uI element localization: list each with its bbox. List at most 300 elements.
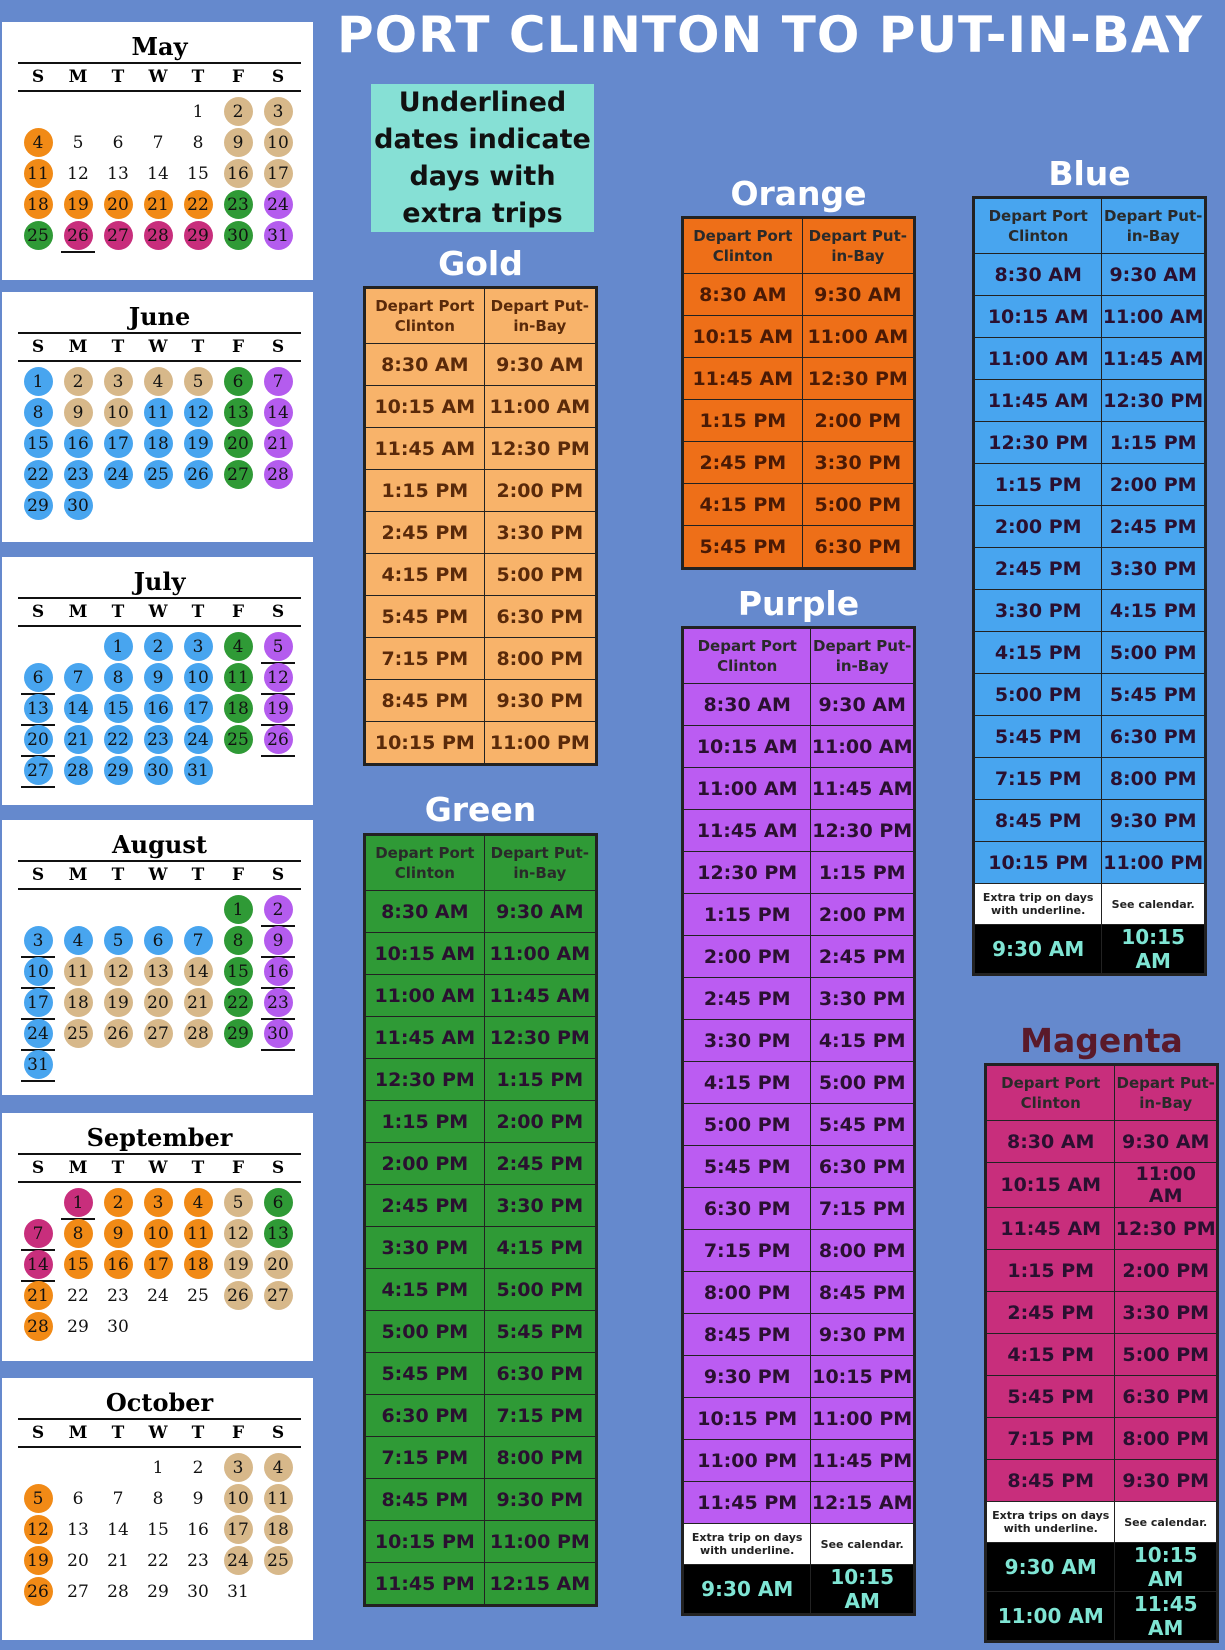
departure-time: 11:00 AM [484, 933, 595, 975]
day-number: 24 [264, 190, 293, 219]
schedule-header-row [366, 836, 596, 891]
calendar-day [18, 1311, 58, 1342]
weekday-label: W [148, 67, 168, 87]
day-number: 20 [264, 1250, 293, 1279]
schedule-row [366, 1017, 596, 1059]
calendar-day [58, 1514, 98, 1545]
departure-time: 11:00 AM [1102, 296, 1205, 338]
day-number: 27 [224, 460, 253, 489]
day-number: 28 [107, 1581, 129, 1602]
departure-time: 1:15 PM [811, 852, 914, 894]
schedule-row [684, 1440, 914, 1482]
day-number: 25 [224, 725, 253, 754]
day-number: 11 [64, 957, 93, 986]
schedule-column-header: Depart Put-in-Bay [1102, 199, 1205, 254]
calendar-day [218, 366, 258, 397]
calendar-day [258, 96, 298, 127]
schedule-title-magenta: Magenta [1020, 1021, 1183, 1060]
schedule-row [366, 933, 596, 975]
departure-time: 7:15 PM [366, 638, 485, 680]
day-number: 29 [147, 1581, 169, 1602]
calendar-day [218, 1576, 258, 1607]
schedule-row [987, 1121, 1217, 1163]
departure-time: 2:00 PM [484, 470, 595, 512]
calendar-day [58, 1218, 98, 1249]
departure-time: 1:15 PM [684, 894, 811, 936]
day-number: 4 [144, 367, 173, 396]
schedule-table-magenta [984, 1063, 1219, 1643]
schedule-row [684, 1272, 914, 1314]
day-number: 25 [187, 1285, 209, 1306]
extra-trip-time: 10:15 AM [1115, 1543, 1217, 1592]
day-number: 3 [24, 926, 53, 955]
schedule-title-orange: Orange [730, 174, 867, 213]
calendar-day [218, 693, 258, 724]
schedule-row [366, 1311, 596, 1353]
day-number: 18 [264, 1515, 293, 1544]
day-number: 22 [224, 988, 253, 1017]
day-number: 16 [224, 159, 253, 188]
extra-trip-time: 10:15 AM [1102, 925, 1205, 974]
departure-time: 4:15 PM [684, 1062, 811, 1104]
weekday-label: F [231, 67, 245, 87]
calendar-day [178, 1249, 218, 1280]
departure-time: 12:30 PM [1102, 380, 1205, 422]
departure-time: 2:45 PM [366, 1185, 485, 1227]
schedule-row [684, 810, 914, 852]
day-number: 19 [184, 429, 213, 458]
departure-time: 11:45 AM [684, 810, 811, 852]
calendar-day [178, 1452, 218, 1483]
calendar-day [178, 366, 218, 397]
day-number: 3 [144, 1188, 173, 1217]
departure-time: 5:45 PM [484, 1311, 595, 1353]
calendar-day [258, 956, 298, 987]
calendar-month-title: September [18, 1123, 301, 1155]
schedule-row [975, 548, 1205, 590]
day-number: 8 [104, 663, 133, 692]
schedule-row [684, 526, 914, 568]
departure-time: 11:00 AM [366, 975, 485, 1017]
departure-time: 6:30 PM [366, 1395, 485, 1437]
departure-time: 3:30 PM [975, 590, 1102, 632]
day-number: 5 [72, 132, 84, 153]
schedule-table-blue [972, 196, 1207, 976]
departure-time: 2:45 PM [484, 1143, 595, 1185]
departure-time: 10:15 AM [684, 316, 803, 358]
departure-time: 2:00 PM [484, 1101, 595, 1143]
calendar-day [258, 397, 298, 428]
day-number: 24 [147, 1285, 169, 1306]
calendar-day [98, 1280, 138, 1311]
calendar-day [218, 631, 258, 662]
day-number: 20 [24, 725, 53, 754]
calendar-day [218, 158, 258, 189]
departure-time: 11:45 AM [975, 380, 1102, 422]
day-number: 14 [147, 163, 169, 184]
calendar-day [258, 662, 298, 693]
departure-time: 6:30 PM [811, 1146, 914, 1188]
schedule-row [366, 1101, 596, 1143]
day-number: 15 [147, 1519, 169, 1540]
weekday-label: T [111, 1158, 125, 1178]
day-number: 5 [224, 1188, 253, 1217]
calendar-day [218, 397, 258, 428]
weekday-label: F [231, 865, 245, 885]
calendar-day [98, 925, 138, 956]
departure-time: 11:00 AM [1115, 1163, 1217, 1208]
calendar-day [138, 662, 178, 693]
calendar-day [18, 693, 58, 724]
schedule-row [987, 1376, 1217, 1418]
calendar-day [138, 459, 178, 490]
calendar-day [258, 158, 298, 189]
departure-time: 8:45 PM [366, 680, 485, 722]
calendar-may [2, 22, 313, 280]
calendar-day [98, 1483, 138, 1514]
departure-time: 1:15 PM [684, 400, 803, 442]
schedule-row [684, 936, 914, 978]
day-number: 31 [227, 1581, 249, 1602]
calendar-june [2, 292, 313, 542]
calendar-day [98, 1576, 138, 1607]
departure-time: 10:15 PM [684, 1398, 811, 1440]
departure-time: 2:00 PM [1115, 1250, 1217, 1292]
schedule-row [975, 758, 1205, 800]
calendar-day [18, 1218, 58, 1249]
calendar-day [98, 1545, 138, 1576]
day-number: 6 [112, 132, 124, 153]
day-number: 10 [104, 398, 133, 427]
schedule-row [975, 674, 1205, 716]
schedule-row [975, 296, 1205, 338]
extra-trip-time: 10:15 AM [811, 1565, 914, 1614]
day-number: 15 [24, 429, 53, 458]
calendar-day [58, 987, 98, 1018]
calendar-day [18, 1514, 58, 1545]
calendar-day [138, 366, 178, 397]
departure-time: 11:45 AM [366, 1017, 485, 1059]
day-number: 6 [144, 926, 173, 955]
day-number: 23 [64, 460, 93, 489]
day-number: 23 [107, 1285, 129, 1306]
departure-time: 10:15 AM [366, 933, 485, 975]
schedule-row [684, 1398, 914, 1440]
schedule-title-gold: Gold [438, 244, 523, 283]
calendar-day [18, 724, 58, 755]
departure-time: 11:00 AM [802, 316, 913, 358]
schedule-row [684, 484, 914, 526]
departure-time: 5:45 PM [987, 1376, 1115, 1418]
calendar-blank [18, 1452, 58, 1483]
calendar-day [218, 956, 258, 987]
departure-time: 10:15 AM [684, 726, 811, 768]
calendar-day [18, 366, 58, 397]
day-number: 7 [24, 1219, 53, 1248]
departure-time: 8:30 AM [975, 254, 1102, 296]
weekday-label: M [68, 67, 88, 87]
calendar-blank [58, 894, 98, 925]
day-number: 19 [224, 1250, 253, 1279]
calendar-september [2, 1113, 313, 1361]
day-number: 9 [104, 1219, 133, 1248]
schedule-row [366, 1437, 596, 1479]
departure-time: 9:30 PM [684, 1356, 811, 1398]
departure-time: 12:30 PM [484, 428, 595, 470]
day-number: 2 [224, 97, 253, 126]
schedule-row [684, 852, 914, 894]
weekday-label: S [271, 1158, 285, 1178]
extra-trip-time: 11:00 AM [987, 1592, 1115, 1641]
day-number: 1 [192, 101, 204, 122]
schedule-row [987, 1334, 1217, 1376]
day-number: 13 [144, 957, 173, 986]
day-number: 22 [184, 190, 213, 219]
calendar-day [138, 631, 178, 662]
day-number: 20 [224, 429, 253, 458]
schedule-row [684, 1062, 914, 1104]
schedule-row [684, 1230, 914, 1272]
calendar-day [178, 428, 218, 459]
day-number: 31 [24, 1050, 53, 1079]
day-number: 13 [264, 1219, 293, 1248]
departure-time: 3:30 PM [484, 1185, 595, 1227]
day-number: 12 [104, 957, 133, 986]
calendar-day [218, 662, 258, 693]
departure-time: 9:30 AM [802, 274, 913, 316]
schedule-row [684, 274, 914, 316]
schedule-row [366, 554, 596, 596]
schedule-row [987, 1163, 1217, 1208]
day-number: 16 [144, 694, 173, 723]
extra-trip-note: See calendar. [1102, 884, 1205, 925]
calendar-day [18, 158, 58, 189]
schedule-header-row [684, 629, 914, 684]
day-number: 23 [224, 190, 253, 219]
day-number: 25 [64, 1019, 93, 1048]
departure-time: 6:30 PM [1115, 1376, 1217, 1418]
weekday-label: S [31, 865, 45, 885]
departure-time: 12:30 PM [811, 810, 914, 852]
schedule-row [987, 1418, 1217, 1460]
calendar-day [58, 925, 98, 956]
day-number: 16 [187, 1519, 209, 1540]
calendar-day [18, 490, 58, 521]
calendar-day [138, 1576, 178, 1607]
day-number: 29 [184, 221, 213, 250]
extra-trip-note: Extra trips on days with underline. [987, 1502, 1115, 1543]
day-number: 10 [224, 1484, 253, 1513]
departure-time: 12:30 PM [1115, 1208, 1217, 1250]
day-number: 14 [264, 398, 293, 427]
day-number: 18 [24, 190, 53, 219]
day-number: 19 [64, 190, 93, 219]
calendar-month-title: June [18, 302, 301, 334]
calendar-grid [18, 1187, 301, 1342]
departure-time: 2:00 PM [975, 506, 1102, 548]
day-number: 20 [67, 1550, 89, 1571]
departure-time: 1:15 PM [366, 1101, 485, 1143]
schedule-row [366, 344, 596, 386]
weekday-label: T [191, 602, 205, 622]
calendar-day [98, 127, 138, 158]
calendar-blank [18, 631, 58, 662]
calendar-day [218, 1187, 258, 1218]
day-number: 24 [224, 1546, 253, 1575]
day-number: 21 [144, 190, 173, 219]
calendar-day [98, 1311, 138, 1342]
calendar-day [18, 1545, 58, 1576]
day-number: 9 [192, 1488, 204, 1509]
day-number: 4 [224, 632, 253, 661]
calendar-day [258, 894, 298, 925]
calendar-month-title: July [18, 567, 301, 599]
departure-time: 11:45 AM [1102, 338, 1205, 380]
schedule-row [366, 1479, 596, 1521]
day-number: 27 [264, 1281, 293, 1310]
calendar-day [258, 1514, 298, 1545]
departure-time: 8:45 PM [366, 1479, 485, 1521]
weekday-label: F [231, 602, 245, 622]
schedule-header-row [366, 289, 596, 344]
calendar-day [258, 220, 298, 251]
weekday-label: M [68, 602, 88, 622]
calendar-day [98, 693, 138, 724]
schedule-table-gold [363, 286, 598, 766]
departure-time: 3:30 PM [1115, 1292, 1217, 1334]
departure-time: 2:45 PM [1102, 506, 1205, 548]
calendar-day [178, 1576, 218, 1607]
day-number: 7 [264, 367, 293, 396]
day-number: 21 [64, 725, 93, 754]
weekday-label: S [271, 67, 285, 87]
weekday-label: T [111, 337, 125, 357]
calendar-day [178, 1187, 218, 1218]
day-number: 14 [107, 1519, 129, 1540]
day-number: 17 [144, 1250, 173, 1279]
calendar-day [58, 397, 98, 428]
day-number: 10 [264, 128, 293, 157]
departure-time: 8:00 PM [1115, 1418, 1217, 1460]
day-number: 11 [24, 159, 53, 188]
weekday-label: M [68, 865, 88, 885]
day-number: 27 [24, 756, 53, 785]
schedule-row [684, 1314, 914, 1356]
day-number: 9 [224, 128, 253, 157]
departure-time: 3:30 PM [684, 1020, 811, 1062]
departure-time: 2:45 PM [975, 548, 1102, 590]
day-number: 18 [144, 429, 173, 458]
schedule-column-header: Depart Port Clinton [975, 199, 1102, 254]
extra-trip-time: 9:30 AM [975, 925, 1102, 974]
day-number: 30 [187, 1581, 209, 1602]
day-number: 11 [224, 663, 253, 692]
schedule-row [975, 716, 1205, 758]
calendar-day [98, 1187, 138, 1218]
calendar-day [18, 459, 58, 490]
departure-time: 11:00 PM [684, 1440, 811, 1482]
calendar-day [98, 662, 138, 693]
calendar-day [18, 428, 58, 459]
calendar-day [98, 459, 138, 490]
calendar-day [58, 220, 98, 251]
schedule-column-header: Depart Put-in-Bay [484, 289, 595, 344]
day-number: 1 [24, 367, 53, 396]
calendar-day [258, 366, 298, 397]
day-number: 30 [264, 1019, 293, 1048]
weekday-label: M [68, 1423, 88, 1443]
calendar-day [58, 1187, 98, 1218]
schedule-row [684, 1146, 914, 1188]
calendar-day [258, 1018, 298, 1049]
day-number: 12 [67, 163, 89, 184]
calendar-day [178, 96, 218, 127]
departure-time: 12:15 AM [484, 1563, 595, 1605]
departure-time: 6:30 PM [484, 1353, 595, 1395]
departure-time: 7:15 PM [484, 1395, 595, 1437]
day-number: 28 [184, 1019, 213, 1048]
day-number: 5 [104, 926, 133, 955]
day-number: 8 [24, 398, 53, 427]
calendar-day [58, 158, 98, 189]
calendar-day [258, 724, 298, 755]
departure-time: 5:45 PM [684, 1146, 811, 1188]
calendar-day [178, 1545, 218, 1576]
schedule-row [975, 464, 1205, 506]
day-number: 5 [184, 367, 213, 396]
extra-trip-note: Extra trip on days with underline. [975, 884, 1102, 925]
calendar-day [58, 755, 98, 786]
calendar-day [58, 724, 98, 755]
day-number: 9 [144, 663, 173, 692]
calendar-day [258, 693, 298, 724]
departure-time: 8:30 AM [684, 684, 811, 726]
calendar-day [18, 987, 58, 1018]
calendar-day [138, 1452, 178, 1483]
calendar-day [258, 631, 298, 662]
calendar-day [98, 366, 138, 397]
day-number: 14 [184, 957, 213, 986]
day-number: 13 [224, 398, 253, 427]
schedule-row [366, 470, 596, 512]
departure-time: 10:15 AM [975, 296, 1102, 338]
departure-time: 11:45 PM [366, 1563, 485, 1605]
calendar-day [138, 220, 178, 251]
departure-time: 11:45 AM [366, 428, 485, 470]
departure-time: 5:45 PM [684, 526, 803, 568]
schedule-column-header: Depart Put-in-Bay [1115, 1066, 1217, 1121]
departure-time: 11:00 PM [484, 722, 595, 764]
weekday-label: W [148, 865, 168, 885]
day-number: 11 [184, 1219, 213, 1248]
schedule-row [975, 254, 1205, 296]
departure-time: 1:15 PM [366, 470, 485, 512]
weekday-label: F [231, 1423, 245, 1443]
weekday-label: S [271, 1423, 285, 1443]
day-number: 7 [112, 1488, 124, 1509]
departure-time: 11:45 AM [484, 975, 595, 1017]
calendar-day [138, 1545, 178, 1576]
weekday-label: T [191, 67, 205, 87]
calendar-day [138, 1018, 178, 1049]
calendar-day [218, 1249, 258, 1280]
day-number: 8 [152, 1488, 164, 1509]
day-number: 21 [107, 1550, 129, 1571]
day-number: 24 [104, 460, 133, 489]
calendar-day [58, 490, 98, 521]
day-number: 12 [184, 398, 213, 427]
calendar-day [58, 459, 98, 490]
